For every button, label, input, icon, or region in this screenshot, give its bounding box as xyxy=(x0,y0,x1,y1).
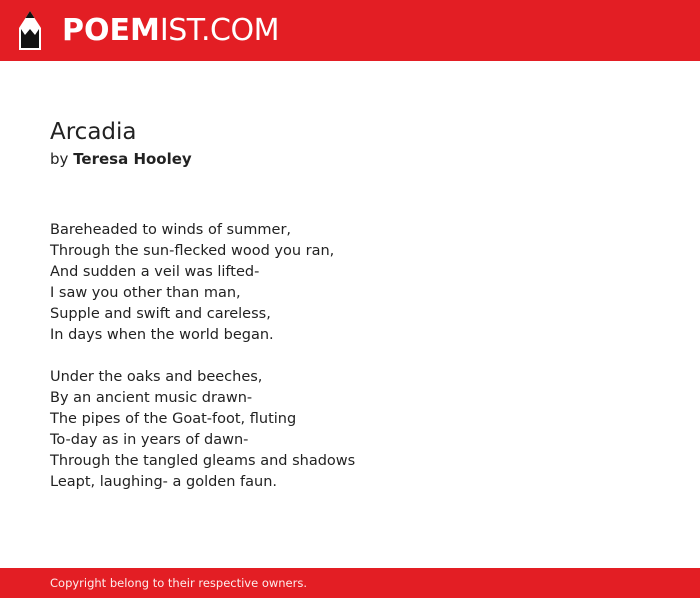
logo-light-text: IST.COM xyxy=(159,13,279,48)
poem-line: By an ancient music drawn- xyxy=(50,390,253,406)
poem-line: Through the sun-flecked wood you ran, xyxy=(50,243,335,259)
poem-byline xyxy=(50,148,670,170)
poem-line: Leapt, laughing- a golden faun. xyxy=(50,474,278,490)
logo-bold-text: POEM xyxy=(62,13,160,48)
poem-content xyxy=(50,116,670,514)
poem-line: The pipes of the Goat-foot, fluting xyxy=(50,411,297,427)
by-label: by xyxy=(50,150,69,168)
poem-line: And sudden a veil was lifted- xyxy=(50,264,260,280)
poem-line: To-day as in years of dawn- xyxy=(50,432,249,448)
site-footer xyxy=(0,568,700,598)
stanza xyxy=(50,220,670,346)
poem-title: Arcadia xyxy=(50,119,137,145)
poem-line: Bareheaded to winds of summer, xyxy=(50,222,292,238)
pencil-tip-icon xyxy=(17,10,43,52)
poem-body xyxy=(50,220,670,493)
poem-line: In days when the world began. xyxy=(50,327,274,343)
poem-line: Supple and swift and careless, xyxy=(50,306,271,322)
site-header xyxy=(0,0,700,61)
site-logo[interactable] xyxy=(62,12,279,50)
poem-line: Through the tangled gleams and shadows xyxy=(50,453,356,469)
poem-author: Teresa Hooley xyxy=(73,150,192,168)
stanza xyxy=(50,367,670,493)
poem-line: Under the oaks and beeches, xyxy=(50,369,263,385)
poem-line: I saw you other than man, xyxy=(50,285,241,301)
copyright-notice: Copyright belong to their respective owners. xyxy=(50,576,308,590)
